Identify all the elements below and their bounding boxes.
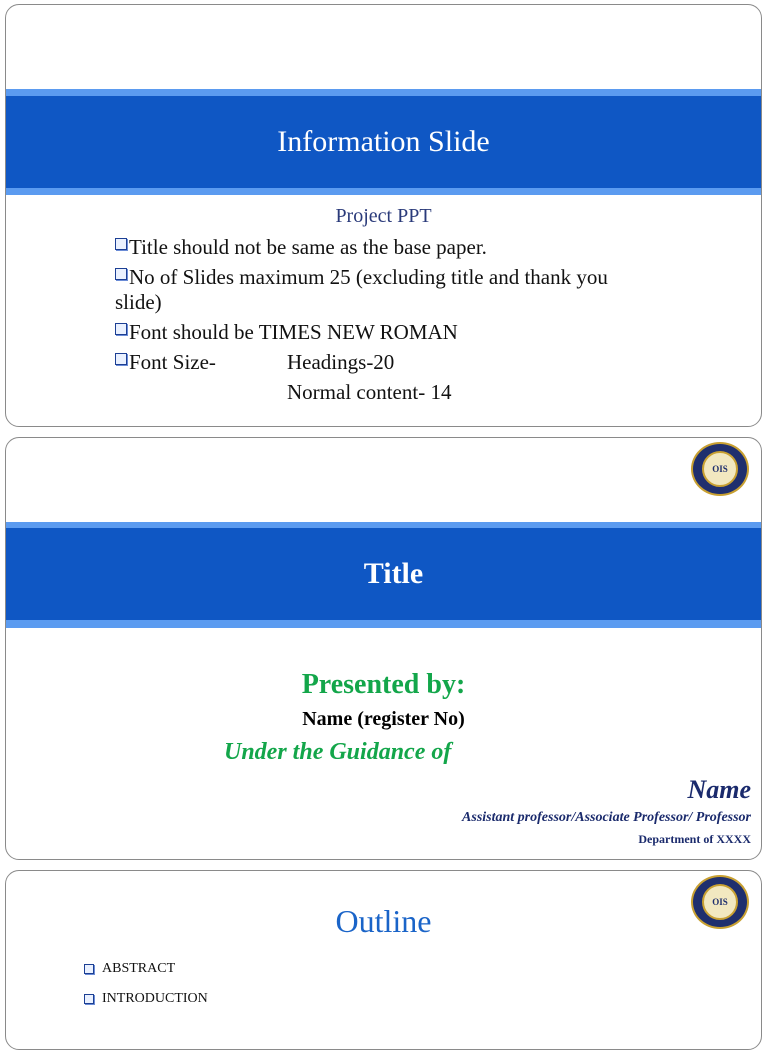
list-item: Font should be TIMES NEW ROMAN (115, 320, 635, 345)
list-item: ABSTRACT (84, 961, 208, 977)
font-size-normal: Normal content- 14 (287, 380, 452, 404)
college-logo-icon: OIS (691, 875, 749, 929)
slide-title: Title (363, 557, 424, 590)
slide-outline[interactable] (5, 870, 762, 1050)
slide-subtitle: Project PPT (335, 205, 432, 227)
checkbox-bullet-icon (84, 964, 94, 974)
checkbox-bullet-icon (115, 268, 127, 280)
list-item: INTRODUCTION (84, 991, 208, 1007)
presented-by-heading: Presented by: (301, 669, 466, 700)
slide-title: Information Slide (277, 125, 490, 158)
list-item: Title should not be same as the base paper. (115, 235, 635, 260)
checkbox-bullet-icon (115, 353, 127, 365)
guide-designation: Assistant professor/Associate Professor/ Professor (462, 810, 751, 825)
title-band-bottom-stripe (6, 620, 761, 628)
college-logo-icon: OIS (691, 442, 749, 496)
checkbox-bullet-icon (84, 994, 94, 1004)
title-band (6, 528, 761, 620)
outline-list (84, 961, 208, 1021)
checkbox-bullet-icon (115, 238, 127, 250)
font-size-label: Font Size- (129, 350, 216, 374)
checkbox-bullet-icon (115, 323, 127, 335)
title-band-bottom-stripe (6, 188, 761, 195)
list-item: No of Slides maximum 25 (excluding title and thank you slide) (115, 265, 608, 314)
slide-title: Outline (335, 903, 432, 939)
bullet-list (115, 235, 635, 410)
guide-name: Name (687, 775, 751, 804)
list-item-font-size (115, 350, 635, 405)
student-name: Name (register No) (302, 708, 465, 730)
font-size-headings: Headings-20 (287, 350, 395, 374)
slide-information[interactable] (5, 4, 762, 427)
slide-title-page[interactable] (5, 437, 762, 860)
title-band (6, 96, 761, 188)
department: Department of XXXX (638, 832, 751, 846)
guidance-heading: Under the Guidance of (224, 739, 452, 765)
